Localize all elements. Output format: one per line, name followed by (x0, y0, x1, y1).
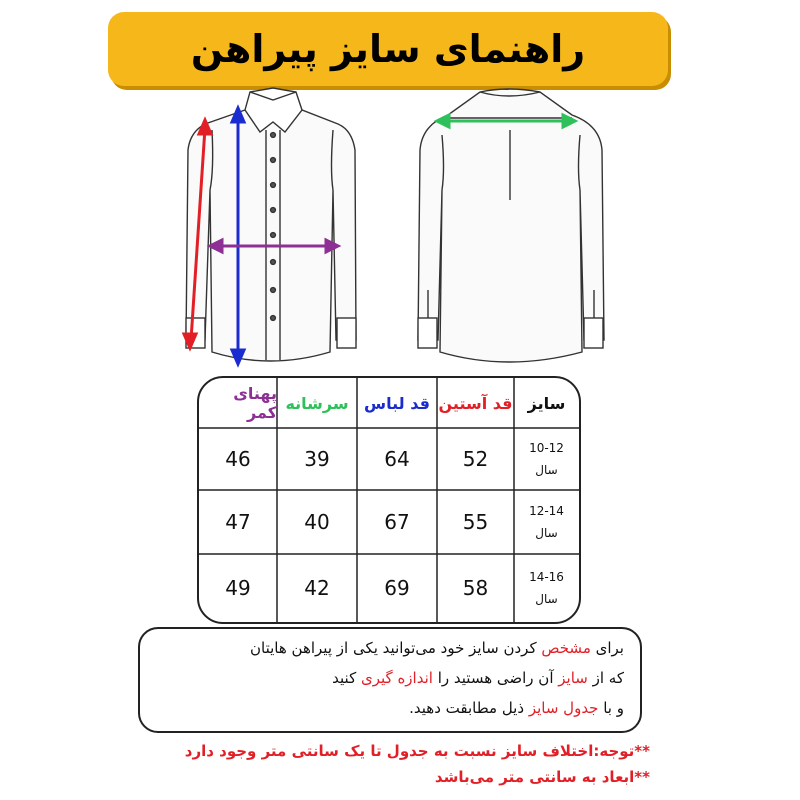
table-row-size (514, 554, 579, 622)
page-title: راهنمای سایز پیراهن (190, 27, 586, 71)
header-size: سایز (527, 393, 566, 413)
cell-waist-width: 46 (225, 447, 251, 471)
front-shirt (186, 88, 356, 361)
cell-sleeve-length: 58 (462, 576, 489, 600)
cell-body-length: 67 (384, 510, 410, 534)
note-highlight: سایز (558, 669, 588, 687)
note-text: که از (587, 669, 624, 687)
note-highlight: اندازه گیری (361, 669, 433, 687)
note-line-2 (156, 669, 624, 687)
header-shoulder: سرشانه (285, 393, 349, 413)
header-waist-width: پهنای کمر (233, 384, 277, 422)
cell-body-length: 69 (384, 576, 410, 600)
back-shirt (418, 89, 604, 362)
table-row-size (514, 428, 579, 490)
note-highlight: مشخص (541, 639, 591, 657)
size-unit: سال (535, 592, 558, 606)
footnote-tolerance: **توجه:اختلاف سایز نسبت به جدول تا یک سانتی متر وجود دارد (184, 742, 650, 760)
table-row-size (514, 490, 579, 554)
cell-sleeve-length: 52 (462, 447, 489, 471)
note-text: آن راضی هستید را (432, 669, 559, 687)
size-range: 14-16 (529, 570, 564, 584)
cell-shoulder: 42 (304, 576, 330, 600)
cell-body-length: 64 (384, 447, 410, 471)
header-body-length: قد لباس (364, 393, 430, 413)
note-text: کنید (332, 669, 361, 687)
cell-waist-width: 49 (225, 576, 251, 600)
note-text: برای (590, 639, 624, 657)
instruction-note (138, 627, 642, 733)
size-range: 10-12 (529, 441, 564, 455)
size-unit: سال (535, 463, 558, 477)
note-text: و با (598, 699, 624, 717)
note-text: ذیل مطابقت دهید. (409, 699, 529, 717)
header-sleeve-length: قد آستین (438, 393, 513, 413)
note-text: کردن سایز خود می‌توانید یکی از پیراهن هایتان (250, 639, 542, 657)
shirt-illustration (0, 0, 800, 370)
cell-shoulder: 39 (304, 447, 330, 471)
footnote-units: **ابعاد به سانتی متر می‌باشد (434, 768, 650, 786)
cell-shoulder: 40 (304, 510, 330, 534)
size-table (197, 376, 581, 624)
note-highlight: جدول سایز (528, 699, 599, 717)
cell-sleeve-length: 55 (462, 510, 489, 534)
size-unit: سال (535, 526, 558, 540)
cell-waist-width: 47 (225, 510, 251, 534)
note-line-3 (156, 699, 624, 717)
size-range: 12-14 (529, 504, 564, 518)
note-line-1 (156, 639, 624, 657)
